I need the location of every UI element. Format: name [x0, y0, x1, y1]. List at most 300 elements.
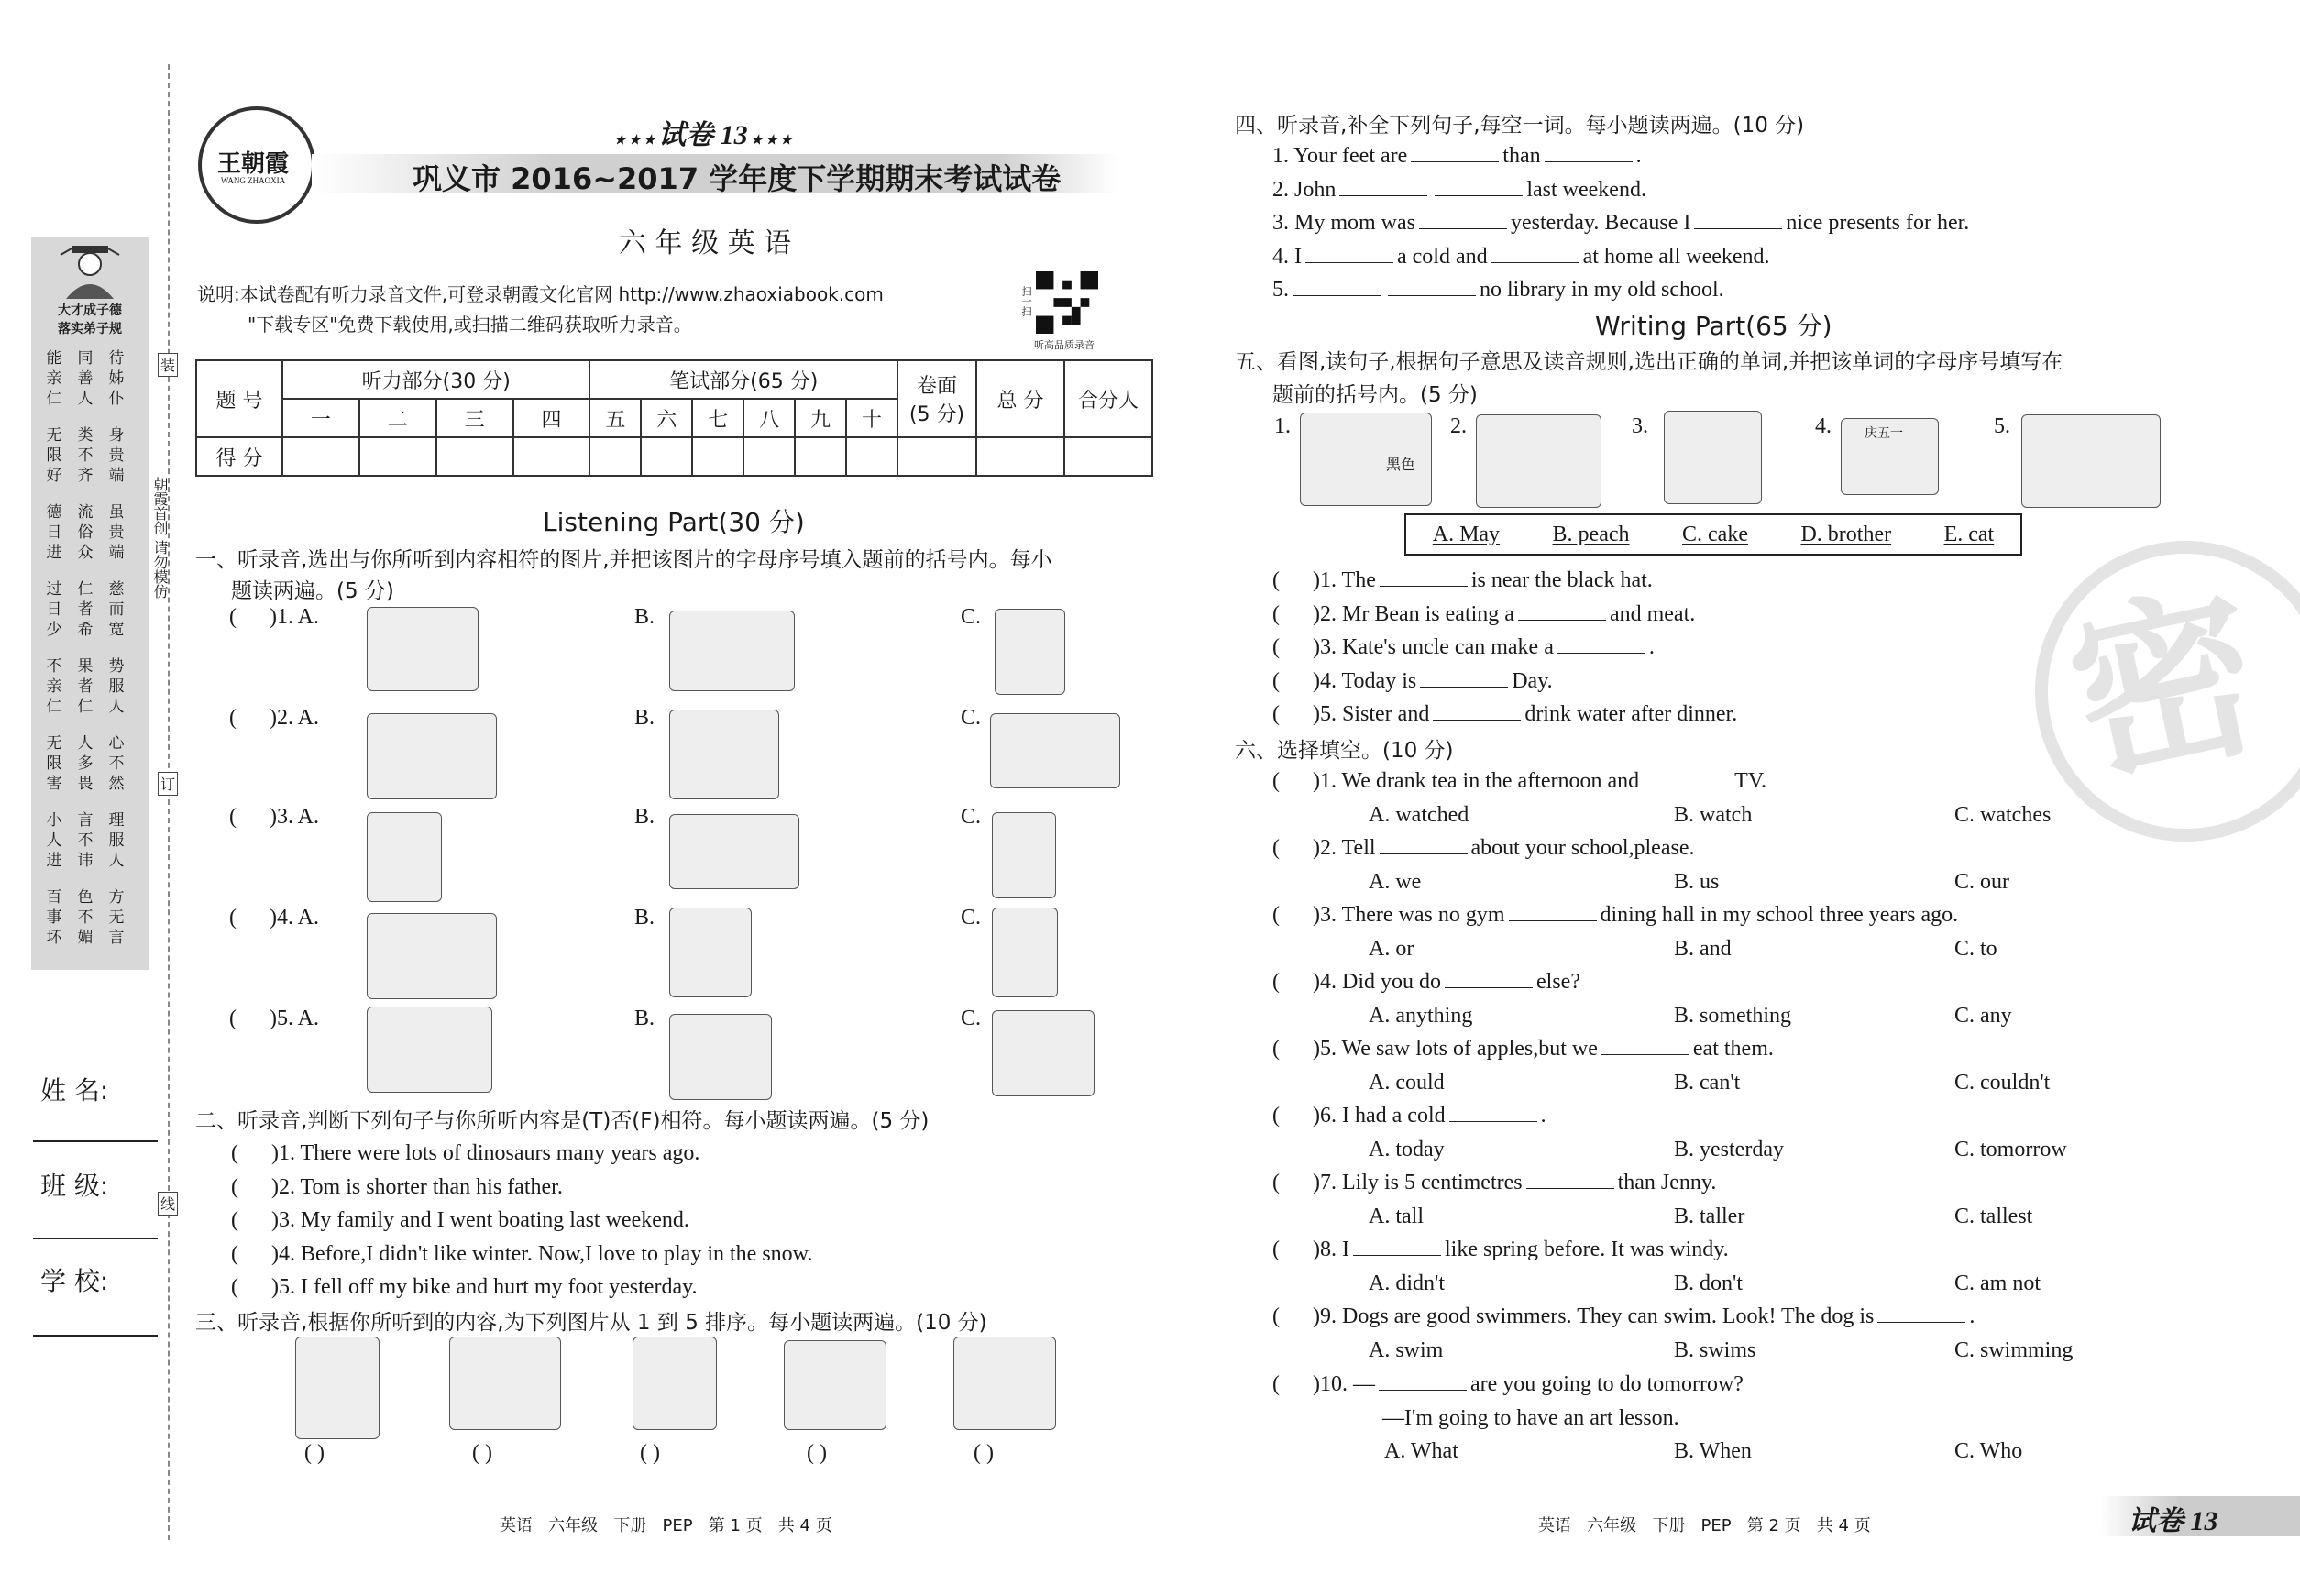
school-label: 学 校: [40, 1266, 109, 1296]
part4-instruction: 四、听录音,补全下列句子,每空一词。每小题读两遍。(10 分) [1235, 114, 1805, 138]
p5-pic-num-3: 3. [1632, 414, 1648, 438]
p1-row-3-num [229, 805, 319, 830]
class-field[interactable] [33, 1238, 158, 1239]
part2-instruction: 二、听录音,判断下列句子与你所听内容是(T)否(F)相符。每小题读两遍。(5 分) [195, 1109, 930, 1133]
option-may: A. May [1432, 522, 1501, 546]
p5-text: )5. Sister and [1313, 702, 1430, 727]
p1-row-4-num [229, 906, 319, 930]
p1-row-5-num [229, 1007, 319, 1031]
p6-opt-c[interactable]: C. swimming [1954, 1337, 2074, 1362]
order-paren-3[interactable]: ( ) [640, 1441, 660, 1465]
answer-paren[interactable]: ( [229, 1007, 270, 1030]
fill-blank[interactable] [1420, 668, 1508, 688]
num-3: 三 [436, 399, 513, 437]
fill-blank[interactable] [1491, 244, 1579, 263]
num-7: 七 [692, 399, 743, 437]
score-cell[interactable] [359, 437, 436, 476]
motto-grid [44, 348, 139, 963]
num-4: 四 [513, 399, 590, 437]
p6-opt-c[interactable]: C. any [1954, 1003, 2012, 1028]
motto-column: 慈而宽 [108, 580, 125, 639]
p5-pic-num-1: 1. [1274, 414, 1291, 438]
p6-item-10-options [1272, 1435, 2262, 1468]
p6-item-8 [1272, 1233, 2262, 1300]
answer-paren[interactable]: ( [1272, 769, 1313, 793]
p6-q: )7. Lily is 5 centimetres [1313, 1171, 1523, 1194]
p5-pic-num-4: 4. [1815, 414, 1832, 438]
p4-item-2 [1272, 173, 1969, 207]
fill-blank[interactable] [1526, 1170, 1614, 1189]
p6-opt-b[interactable]: B. and [1674, 936, 1732, 961]
answer-paren[interactable]: ( [1272, 702, 1313, 727]
left-sidebar [0, 0, 183, 1596]
p6-q: like spring before. It was windy. [1444, 1238, 1729, 1261]
p6-question [1272, 1233, 2262, 1267]
score-cell[interactable] [641, 437, 692, 476]
p6-opt-a[interactable]: A. didn't [1369, 1271, 1445, 1295]
fill-blank[interactable] [1601, 1036, 1689, 1055]
fill-blank[interactable] [1419, 210, 1507, 229]
p4-text: 4. I [1272, 244, 1302, 269]
fill-blank[interactable] [1339, 177, 1427, 196]
p6-q: )3. There was no gym [1313, 903, 1505, 927]
p6-q: )5. We saw lots of apples,but we [1313, 1037, 1598, 1061]
binding-dashed-line [168, 64, 170, 1540]
class-label: 班 级: [40, 1171, 109, 1201]
p6-opt-b[interactable]: B. us [1674, 869, 1720, 894]
fill-blank[interactable] [1353, 1237, 1441, 1256]
p5-text: and meat. [1609, 601, 1696, 626]
part1-rows [229, 596, 1164, 1109]
motto-column: 无限好 [46, 426, 62, 485]
motto-box [31, 237, 149, 970]
num-10: 十 [846, 399, 897, 437]
anti-copy-note: 朝霞首创 请勿模仿 [151, 477, 169, 600]
p5-text: drink water after dinner. [1524, 702, 1738, 727]
publisher-logo [198, 106, 315, 224]
p4-text: 5. [1272, 278, 1289, 303]
p5-text: )3. Kate's uncle can make a [1313, 635, 1554, 660]
p1-row-1-num [229, 605, 319, 630]
score-cell[interactable] [846, 437, 897, 476]
p6-opt-b[interactable]: B. taller [1674, 1204, 1745, 1228]
p4-text: at home all weekend. [1582, 244, 1770, 269]
picture-shop [669, 710, 779, 799]
motto-column: 百事坏 [46, 888, 62, 947]
part5-items [1272, 564, 1737, 732]
header [183, 92, 1164, 259]
answer-paren[interactable]: ( [1272, 1171, 1313, 1194]
motto-column: 德日进 [46, 503, 62, 562]
num-5: 五 [589, 399, 641, 437]
p6-opt-c[interactable]: C. watches [1954, 802, 2052, 827]
p6-q: )1. We drank tea in the afternoon and [1313, 769, 1640, 793]
p6-opt-b[interactable]: B. something [1674, 1003, 1792, 1028]
p2-item-text: )2. Tom is shorter than his father. [271, 1174, 563, 1199]
p6-q: are you going to do tomorrow? [1470, 1372, 1744, 1396]
p6-opt-b[interactable]: B. watch [1674, 802, 1753, 827]
fill-blank[interactable] [1449, 1103, 1537, 1122]
fill-blank[interactable] [1380, 835, 1468, 854]
logo-text: 王朝霞 [216, 150, 289, 178]
exam-subtitle: 六 年 级 英 语 [619, 227, 792, 259]
p4-text: yesterday. Because I [1511, 211, 1691, 236]
num-6: 六 [641, 399, 692, 437]
p6-options [1272, 1133, 2262, 1166]
p6-options [1272, 1267, 2262, 1300]
score-cell[interactable] [795, 437, 846, 476]
corner-exam-label: 试卷 13 [2129, 1506, 2218, 1536]
part2-items [231, 1137, 812, 1304]
p5-item-3 [1272, 631, 1737, 665]
p5-options-box [1404, 513, 2022, 556]
fill-blank[interactable] [1643, 768, 1731, 787]
motto-column: 能亲仁 [46, 349, 62, 408]
neat-points: (5 分) [908, 403, 965, 426]
p2-item-text: )4. Before,I didn't like winter. Now,I love to play in the snow. [271, 1241, 813, 1266]
p6-q: )2. Tell [1313, 836, 1376, 860]
p4-text: 3. My mom was [1272, 211, 1415, 236]
p4-item-5 [1272, 273, 1969, 307]
fill-blank[interactable] [1380, 567, 1468, 587]
part5-instruction-1: 五、看图,读句子,根据句子意思及读音规则,选出正确的单词,并把该单词的字母序号填写在 [1235, 350, 2063, 374]
score-cell[interactable] [692, 437, 743, 476]
name-field[interactable] [33, 1140, 158, 1142]
p6-opt-a[interactable]: A. swim [1369, 1337, 1444, 1362]
order-paren-2[interactable]: ( ) [472, 1441, 492, 1465]
answer-paren[interactable]: ( [1272, 635, 1313, 660]
p6-options [1272, 1066, 2262, 1099]
answer-paren[interactable]: ( [1272, 970, 1313, 994]
qr-side: 扫一扫 [1020, 286, 1032, 316]
star-right-icon: ★ ★ ★ [747, 134, 792, 148]
fill-blank[interactable] [1445, 969, 1533, 988]
picture-boy-kungfu [992, 908, 1058, 997]
fill-blank[interactable] [1293, 277, 1381, 296]
p6-item-6 [1272, 1099, 2262, 1166]
p1-row-2-b: B. [634, 706, 655, 730]
motto-column: 方无言 [108, 888, 125, 947]
p6-q: dining hall in my school three years ago. [1600, 903, 1959, 927]
p1-row-5-c: C. [961, 1007, 982, 1030]
p5-text: )4. Today is [1313, 668, 1417, 693]
p5-pic-num-5: 5. [1994, 414, 2010, 438]
p6-opt-c[interactable]: C. to [1954, 936, 1997, 961]
binding-seal-2: 订 [158, 772, 178, 796]
p5-text: )2. Mr Bean is eating a [1313, 601, 1514, 626]
answer-paren[interactable]: ( [229, 706, 270, 730]
p1-row-4-b: B. [634, 906, 655, 930]
motto-column: 流俗众 [77, 503, 94, 562]
p6-opt-c[interactable]: C. our [1954, 869, 2009, 894]
motto-column: 类不齐 [77, 426, 94, 485]
answer-paren[interactable]: ( [1272, 668, 1313, 693]
total-header: 总 分 [976, 360, 1064, 437]
motto-column: 虽贵端 [108, 503, 125, 562]
instructions-note-1: 说明:本试卷配有听力录音文件,可登录朝霞文化官网 http://www.zhaoxiabook.com [197, 283, 884, 305]
binding-seal-1: 装 [158, 353, 178, 377]
order-paren-5[interactable]: ( ) [974, 1441, 994, 1465]
qr-code-icon[interactable] [1036, 271, 1098, 334]
p6-options [1272, 999, 2262, 1032]
num-1: 一 [282, 399, 359, 437]
p6-opt-a[interactable]: A. we [1369, 869, 1422, 894]
score-cell[interactable] [743, 437, 795, 476]
answer-paren[interactable]: ( [1272, 1037, 1313, 1061]
p6-opt-a[interactable]: A. watched [1369, 802, 1469, 827]
motto-column: 果者仁 [77, 657, 94, 716]
picture-kids-planting [669, 1014, 772, 1100]
answer-paren[interactable]: ( [231, 1275, 271, 1299]
p5-pic1-label: 黑色 [1386, 456, 1416, 473]
answer-paren[interactable]: ( [1272, 903, 1313, 927]
num-8: 八 [743, 399, 795, 437]
listening-heading: Listening Part(30 分) [543, 507, 805, 537]
fill-blank[interactable] [1379, 1371, 1467, 1391]
p6-item-10-line2: —I'm going to have an art lesson. [1382, 1405, 1679, 1430]
motto-column: 色不媚 [77, 888, 94, 947]
left-footer: 英语 六年级 下册 PEP 第 1 页 共 4 页 [500, 1516, 832, 1535]
fill-blank[interactable] [1388, 277, 1476, 296]
motto-column: 小人进 [46, 811, 62, 870]
p1-row-2-c: C. [961, 706, 982, 730]
neat-label: 卷面 [916, 375, 957, 398]
motto-column: 言不讳 [77, 811, 94, 870]
p6-opt-a[interactable]: A. or [1369, 936, 1414, 961]
p4-text: than [1502, 144, 1541, 168]
picture-boy-fell [449, 1337, 561, 1430]
right-footer: 英语 六年级 下册 PEP 第 2 页 共 4 页 [1538, 1516, 1871, 1535]
p2-item-1 [231, 1137, 812, 1171]
p6-opt-a[interactable]: A. anything [1369, 1003, 1473, 1028]
p6-opt-b[interactable]: B. swims [1674, 1337, 1756, 1362]
option-cake: C. cake [1682, 522, 1748, 546]
p6-opt-c[interactable]: C. couldn't [1954, 1070, 2051, 1095]
p6-opt-a[interactable]: A. could [1369, 1070, 1445, 1095]
option-peach: B. peach [1552, 522, 1630, 546]
score-cell[interactable] [513, 437, 590, 476]
exam-number [614, 112, 792, 152]
school-field[interactable] [33, 1335, 158, 1337]
part1-instruction-1: 一、听录音,选出与你所听到内容相符的图片,并把该图片的字母序号填入题前的括号内。每小 [195, 548, 1052, 572]
name-label: 姓 名: [40, 1075, 109, 1106]
answer-paren[interactable]: ( [1272, 1372, 1313, 1396]
score-table-row1-label: 题 号 [196, 360, 282, 437]
p5-item-2 [1272, 598, 1737, 632]
motto-column: 过日少 [46, 580, 62, 639]
p6-opt-c[interactable]: C. am not [1954, 1271, 2041, 1295]
picture-tent-mountain [990, 713, 1120, 788]
checker-header: 合分人 [1064, 360, 1152, 437]
answer-paren[interactable]: ( [1272, 568, 1313, 592]
p2-item-2 [231, 1171, 812, 1205]
p6-question [1272, 898, 2262, 932]
score-cell[interactable] [436, 437, 513, 476]
p4-text: a cold and [1397, 244, 1488, 269]
p2-item-3 [231, 1204, 812, 1238]
part6-instruction: 六、选择填空。(10 分) [1235, 739, 1454, 763]
p6-options [1272, 1200, 2262, 1233]
p6-item-10-question [1272, 1368, 2262, 1402]
p6-options [1272, 932, 2262, 965]
part5-instruction-2: 题前的括号内。(5 分) [1272, 383, 1478, 407]
answer-paren[interactable]: ( [231, 1141, 271, 1165]
p6-q: )6. I had a cold [1313, 1104, 1446, 1128]
motto-column: 人多畏 [77, 734, 94, 793]
instructions-note-2: "下载专区"免费下载使用,或扫描二维码获取听力录音。 [248, 314, 692, 336]
fill-blank[interactable] [1411, 143, 1499, 162]
p5-item-1 [1272, 564, 1737, 598]
score-cell[interactable] [976, 437, 1064, 476]
p2-item-4 [231, 1238, 812, 1271]
answer-paren[interactable]: ( [231, 1174, 271, 1199]
part1-instruction-2: 题读两遍。(5 分) [231, 579, 394, 603]
fill-blank[interactable] [1694, 210, 1782, 229]
p1-row-3-c: C. [961, 805, 982, 829]
p5-item-4 [1272, 665, 1737, 699]
p4-text: no library in my old school. [1480, 278, 1724, 303]
motto-column: 心不然 [108, 734, 125, 793]
exam-title: 巩义市 2016~2017 学年度下学期期末考试试卷 [413, 161, 1062, 196]
motto-column: 无限害 [46, 734, 62, 793]
motto-column: 势服人 [108, 657, 125, 716]
picture-boy-horse [367, 913, 497, 999]
answer-paren[interactable]: ( [1272, 601, 1313, 626]
picture-boy-erhu [367, 812, 442, 902]
score-cell[interactable] [589, 437, 641, 476]
picture-siblings-drinking [2021, 414, 2161, 508]
fill-blank[interactable] [1877, 1304, 1965, 1323]
p5-item-5 [1272, 698, 1737, 732]
part3-instruction: 三、听录音,根据你所听到的内容,为下列图片从 1 到 5 排序。每小题读两遍。(10 分) [195, 1311, 987, 1335]
p6-question [1272, 1166, 2262, 1200]
p6-opt-c[interactable]: C. Who [1954, 1439, 2023, 1463]
fill-blank[interactable] [1545, 143, 1633, 162]
watermark-seal-text: 密 [2052, 563, 2277, 811]
answer-paren[interactable]: ( [1272, 1104, 1313, 1128]
fill-blank[interactable] [1509, 902, 1597, 921]
motto-banner-1: 大才成子德 [58, 303, 122, 318]
p6-q: TV. [1734, 769, 1767, 793]
answer-paren[interactable]: ( [1272, 1304, 1313, 1328]
p6-opt-a[interactable]: A. What [1384, 1439, 1458, 1463]
p6-opt-a[interactable]: A. tall [1369, 1204, 1424, 1228]
p4-text: last weekend. [1526, 177, 1646, 202]
p4-text: . [1635, 144, 1642, 168]
p6-q: . [1969, 1304, 1975, 1328]
fill-blank[interactable] [1433, 701, 1521, 721]
picture-boy-telescope [669, 611, 795, 691]
p6-opt-c[interactable]: C. tallest [1954, 1204, 2033, 1228]
order-paren-4[interactable]: ( ) [807, 1441, 827, 1465]
p1-row-3-b: B. [634, 805, 655, 829]
p1-row-1-b: B. [634, 605, 655, 629]
part6-items [1272, 765, 2262, 1367]
writing-heading: Writing Part(65 分) [1595, 311, 1832, 341]
scholar-figure-icon [53, 242, 127, 299]
p6-q: )9. Dogs are good swimmers. They can swim. Look! The dog is [1313, 1304, 1875, 1328]
p5-pic4-label: 庆五一 [1865, 426, 1903, 441]
p6-q: eat them. [1692, 1037, 1774, 1061]
answer-paren[interactable]: ( [229, 906, 270, 930]
p1-row-5-b: B. [634, 1007, 655, 1030]
p4-item-3 [1272, 206, 1969, 240]
p6-q: else? [1536, 970, 1580, 994]
fill-blank[interactable] [1518, 601, 1606, 621]
fill-blank[interactable] [1557, 634, 1645, 654]
picture-family-dinner [784, 1340, 886, 1430]
p6-question [1272, 965, 2262, 999]
p5-pic-num-2: 2. [1450, 414, 1467, 438]
p4-text: 2. John [1272, 177, 1337, 202]
p6-item-7 [1272, 1166, 2262, 1233]
score-cell[interactable] [897, 437, 976, 476]
p6-question [1272, 831, 2262, 865]
p6-item-3 [1272, 898, 2262, 965]
picture-chef [1664, 411, 1762, 504]
binding-seal-3: 线 [158, 1192, 178, 1216]
picture-girl-dog [953, 1337, 1056, 1430]
p4-text: 1. Your feet are [1272, 144, 1408, 168]
motto-column: 理服人 [108, 811, 125, 870]
p1-row-4-label: )4. A. [270, 906, 319, 930]
p6-options [1272, 1334, 2262, 1367]
score-cell[interactable] [282, 437, 359, 476]
p1-row-2-num [229, 706, 319, 731]
answer-paren[interactable]: ( [229, 805, 270, 829]
p4-text: nice presents for her. [1786, 211, 1970, 236]
score-cell[interactable] [1064, 437, 1152, 476]
star-left-icon: ★ ★ ★ [614, 134, 659, 148]
answer-paren[interactable]: ( [229, 605, 270, 629]
p6-opt-b[interactable]: B. can't [1674, 1070, 1741, 1095]
answer-paren[interactable]: ( [231, 1241, 271, 1266]
picture-boys-running [367, 1007, 492, 1093]
writing-header: 笔试部分(65 分) [589, 360, 897, 399]
p2-item-text: )5. I fell off my bike and hurt my foot yesterday. [271, 1275, 698, 1299]
p5-text: Day. [1512, 668, 1553, 693]
p6-question [1272, 1300, 2262, 1334]
p6-opt-b[interactable]: B. yesterday [1674, 1137, 1784, 1161]
p6-opt-b[interactable]: B. don't [1674, 1271, 1743, 1295]
p6-opt-a[interactable]: A. today [1369, 1137, 1445, 1161]
p6-item-5 [1272, 1032, 2262, 1099]
qr-caption: 听高品质录音 [1034, 339, 1095, 351]
picture-girl-sleeping [367, 607, 479, 691]
order-paren-1[interactable]: ( ) [304, 1441, 325, 1465]
answer-paren[interactable]: ( [231, 1208, 271, 1232]
p6-q: than Jenny. [1617, 1171, 1717, 1194]
motto-column: 不亲仁 [46, 657, 62, 716]
p4-item-4 [1272, 240, 1969, 274]
p6-item-9 [1272, 1300, 2262, 1367]
answer-paren[interactable]: ( [1272, 1238, 1313, 1261]
picture-boy-rowing [367, 713, 497, 799]
p6-q: )10. — [1313, 1372, 1375, 1396]
motto-column: 身贵端 [108, 426, 125, 485]
p6-opt-b[interactable]: B. When [1674, 1439, 1752, 1463]
p6-opt-c[interactable]: C. tomorrow [1954, 1137, 2067, 1161]
p6-q: )8. I [1313, 1238, 1349, 1261]
p1-row-5-label: )5. A. [270, 1007, 319, 1030]
p5-text: . [1648, 635, 1655, 660]
fill-blank[interactable] [1305, 244, 1393, 263]
listening-header: 听力部分(30 分) [282, 360, 589, 399]
answer-paren[interactable]: ( [1272, 836, 1313, 860]
fill-blank[interactable] [1435, 177, 1523, 196]
score-table [195, 359, 1153, 477]
p6-question [1272, 1099, 2262, 1133]
